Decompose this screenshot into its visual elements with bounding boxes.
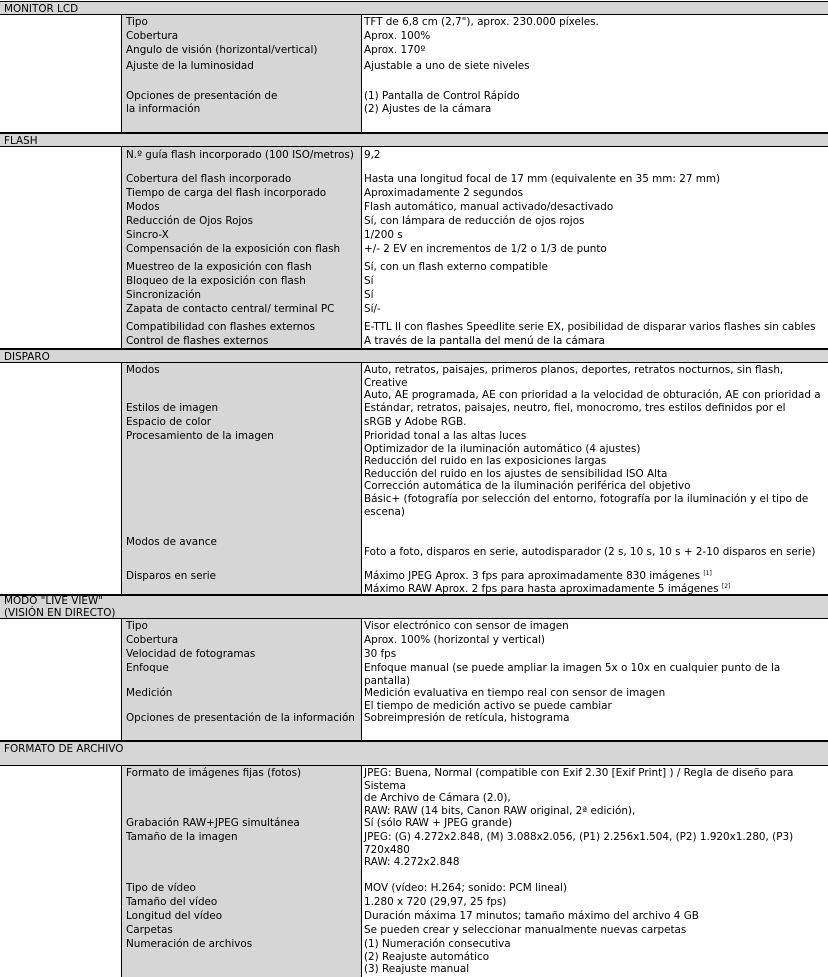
spec-label: Compensación de la exposición con flash: [122, 242, 362, 260]
spec-label: Opciones de presentación de la información: [122, 711, 362, 740]
spec-label: Control de flashes externos: [122, 334, 362, 348]
spec-value: +/- 2 EV en incrementos de 1/2 o 1/3 de punto: [364, 243, 607, 255]
spec-value: Prioridad tonal a las altas luces Optimizador de la iluminación automático (4 ajustes) Reducción del ruido en las exposiciones largas Reducción del ruido en los ajustes de sensibilidad ISO Alta Corrección automática de la iluminación periférica del objetivo Básic+ (fotografía por selección del entorno, fotografía por la iluminación y el tipo de escena): [364, 430, 809, 518]
spec-label: Tipo: [122, 619, 362, 633]
section-header-disparo: [0, 349, 828, 363]
footnote-marker: [2]: [721, 582, 731, 590]
spec-value: Enfoque manual (se puede ampliar la imagen 5x o 10x en cualquier punto de la pantalla): [364, 662, 781, 686]
spec-label: Tipo de vídeo: [122, 881, 362, 895]
spec-row: [0, 43, 828, 59]
spec-value: Sí (sólo RAW + JPEG grande): [364, 817, 513, 829]
spec-value-line: Máximo RAW Aprox. 2 fps para hasta aproximadamente 5 imágenes: [364, 582, 719, 594]
section-header-formato-archivo: [0, 741, 828, 766]
spec-row: [0, 172, 828, 186]
spec-label: Cobertura: [122, 29, 362, 43]
spec-value: E-TTL II con flashes Speedlite serie EX, posibilidad de disparar varios flashes sin cables: [364, 321, 816, 333]
spec-row: [0, 214, 828, 228]
spec-label: Grabación RAW+JPEG simultánea: [122, 816, 362, 830]
spec-value: Se pueden crear y seleccionar manualmente nuevas carpetas: [364, 924, 687, 936]
spec-value: Sí, con un flash externo compatible: [364, 261, 548, 273]
spec-value: Auto, retratos, paisajes, primeros planos, deportes, retratos nocturnos, sin flash, Creative Auto, AE programada, AE con prioridad a la velocidad de obturación, AE con prioridad a: [364, 364, 821, 401]
spec-row: [0, 619, 828, 633]
spec-row: [0, 535, 828, 569]
spec-row: [0, 923, 828, 937]
section-title: FORMATO DE ARCHIVO: [4, 743, 124, 755]
spec-row: [0, 320, 828, 334]
spec-value: Medición evaluativa en tiempo real con sensor de imagen El tiempo de medición activo se puede cambiar: [364, 687, 666, 711]
spec-row: [0, 816, 828, 830]
spec-row: [0, 302, 828, 320]
spec-label: Cobertura del flash incorporado: [122, 172, 362, 186]
spec-row: [0, 242, 828, 260]
spec-row: [0, 200, 828, 214]
section-title: FLASH: [4, 135, 38, 147]
spec-value: JPEG: Buena, Normal (compatible con Exif 2.30 [Exif Print] ) / Regla de diseño para Sistema de Archivo de Cámara (2.0), RAW: RAW (14 bits, Canon RAW original, 2ª edición),: [364, 767, 794, 816]
spec-row: [0, 29, 828, 43]
spec-value: A través de la pantalla del menú de la cámara: [364, 335, 605, 347]
spec-row: [0, 59, 828, 89]
spec-row: [0, 274, 828, 288]
spec-row: [0, 766, 828, 816]
spec-row: [0, 288, 828, 302]
spec-row: [0, 895, 828, 909]
spec-row: [0, 334, 828, 349]
spec-label: Ajuste de la luminosidad: [122, 59, 362, 89]
spec-row: [0, 363, 828, 401]
section-header-flash: [0, 133, 828, 147]
spec-value: [362, 569, 827, 594]
spec-label: Opciones de presentación de la información: [122, 89, 362, 132]
spec-value: 30 fps: [364, 648, 397, 660]
spec-label: Muestreo de la exposición con flash: [122, 260, 362, 274]
spec-value: MOV (vídeo: H.264; sonido: PCM lineal): [364, 882, 568, 894]
spec-value: Sí: [364, 275, 374, 287]
spec-value: Hasta una longitud focal de 17 mm (equivalente en 35 mm: 27 mm): [364, 173, 721, 185]
spec-value: 9,2: [364, 149, 381, 161]
spec-value: Flash automático, manual activado/desactivado: [364, 201, 614, 213]
spec-row: [0, 415, 828, 429]
spec-label: Modos: [122, 200, 362, 214]
spec-row: [0, 661, 828, 686]
spec-value: Sí/-: [364, 303, 381, 315]
spec-label: Compatibilidad con flashes externos: [122, 320, 362, 334]
spec-label: Procesamiento de la imagen: [122, 429, 362, 535]
spec-label: Enfoque: [122, 661, 362, 686]
spec-row: [0, 569, 828, 595]
spec-label: Tipo: [122, 15, 362, 29]
footnote-marker: [1]: [703, 570, 712, 577]
spec-label: Cobertura: [122, 633, 362, 647]
spec-row: [0, 711, 828, 741]
spec-value: JPEG: (G) 4.272x2.848, (M) 3.088x2.056, (P1) 2.256x1.504, (P2) 1.920x1.280, (P3) 720x480 RAW: 4.272x2.848: [364, 831, 794, 869]
spec-row: [0, 881, 828, 895]
spec-label: Tiempo de carga del flash incorporado: [122, 186, 362, 200]
spec-label: Angulo de visión (horizontal/vertical): [122, 43, 362, 59]
section-title: MODO "LIVE VIEW" (VISIÓN EN DIRECTO): [4, 595, 116, 619]
spec-label: Numeración de archivos: [122, 937, 362, 977]
spec-value: Visor electrónico con sensor de imagen: [364, 620, 569, 632]
spec-value: Sí, con lámpara de reducción de ojos rojos: [364, 215, 585, 227]
spec-row: [0, 830, 828, 881]
spec-row: [0, 647, 828, 661]
spec-label: Tamaño del vídeo: [122, 895, 362, 909]
spec-value: Sobreimpresión de retícula, histograma: [364, 712, 570, 724]
spec-row: [0, 429, 828, 535]
spec-value: Aproximadamente 2 segundos: [364, 187, 523, 199]
spec-label: Medición: [122, 686, 362, 711]
spec-row: [0, 228, 828, 242]
spec-label: Formato de imágenes fijas (fotos): [122, 766, 362, 816]
spec-row: [0, 909, 828, 923]
spec-value: TFT de 6,8 cm (2,7"), aprox. 230.000 píxeles.: [364, 16, 599, 28]
spec-value: Aprox. 170º: [364, 44, 426, 56]
section-title: DISPARO: [4, 351, 50, 363]
spec-label: Bloqueo de la exposición con flash: [122, 274, 362, 288]
spec-value: Aprox. 100%: [364, 30, 431, 42]
section-header-monitor-lcd: [0, 1, 828, 15]
spec-value: Ajustable a uno de siete niveles: [364, 60, 530, 72]
spec-row: [0, 937, 828, 977]
spec-value-line: Máximo JPEG Aprox. 3 fps para aproximadamente 830 imágenes: [364, 570, 701, 582]
spec-label: Carpetas: [122, 923, 362, 937]
spec-row: [0, 89, 828, 133]
spec-value: 1/200 s: [364, 229, 403, 241]
spec-row: [0, 147, 828, 172]
spec-value: Foto a foto, disparos en serie, autodisparador (2 s, 10 s, 10 s + 2-10 disparos en serie): [364, 546, 816, 558]
spec-label: Velocidad de fotogramas: [122, 647, 362, 661]
spec-value: sRGB y Adobe RGB.: [364, 416, 467, 428]
spec-label: Tamaño de la imagen: [122, 830, 362, 881]
spec-row: [0, 186, 828, 200]
spec-row: [0, 260, 828, 274]
section-header-live-view: [0, 595, 828, 619]
spec-label: Disparos en serie: [122, 569, 362, 594]
spec-label: Modos: [122, 363, 362, 401]
spec-label: Sincro-X: [122, 228, 362, 242]
spec-label: Reducción de Ojos Rojos: [122, 214, 362, 228]
spec-value: 1.280 x 720 (29,97, 25 fps): [364, 896, 507, 908]
spec-value: Duración máxima 17 minutos; tamaño máximo del archivo 4 GB: [364, 910, 699, 922]
spec-label: Modos de avance: [122, 535, 362, 569]
spec-label: Estilos de imagen: [122, 401, 362, 415]
spec-value: Estándar, retratos, paisajes, neutro, fiel, monocromo, tres estilos definidos por el: [364, 402, 786, 414]
spec-row: [0, 401, 828, 415]
spec-row: [0, 686, 828, 711]
spec-row: [0, 15, 828, 29]
spec-value: Aprox. 100% (horizontal y vertical): [364, 634, 545, 646]
spec-value: (1) Numeración consecutiva (2) Reajuste automático (3) Reajuste manual: [364, 938, 511, 976]
spec-row: [0, 633, 828, 647]
spec-label: Longitud del vídeo: [122, 909, 362, 923]
spec-label: Espacio de color: [122, 415, 362, 429]
spec-label: Zapata de contacto central/ terminal PC: [122, 302, 362, 320]
spec-label: Sincronización: [122, 288, 362, 302]
section-title: MONITOR LCD: [4, 3, 79, 15]
spec-label: N.º guía flash incorporado (100 ISO/metros): [122, 147, 362, 172]
spec-value: Sí: [364, 289, 374, 301]
spec-value: (1) Pantalla de Control Rápido (2) Ajustes de la cámara: [364, 90, 520, 115]
